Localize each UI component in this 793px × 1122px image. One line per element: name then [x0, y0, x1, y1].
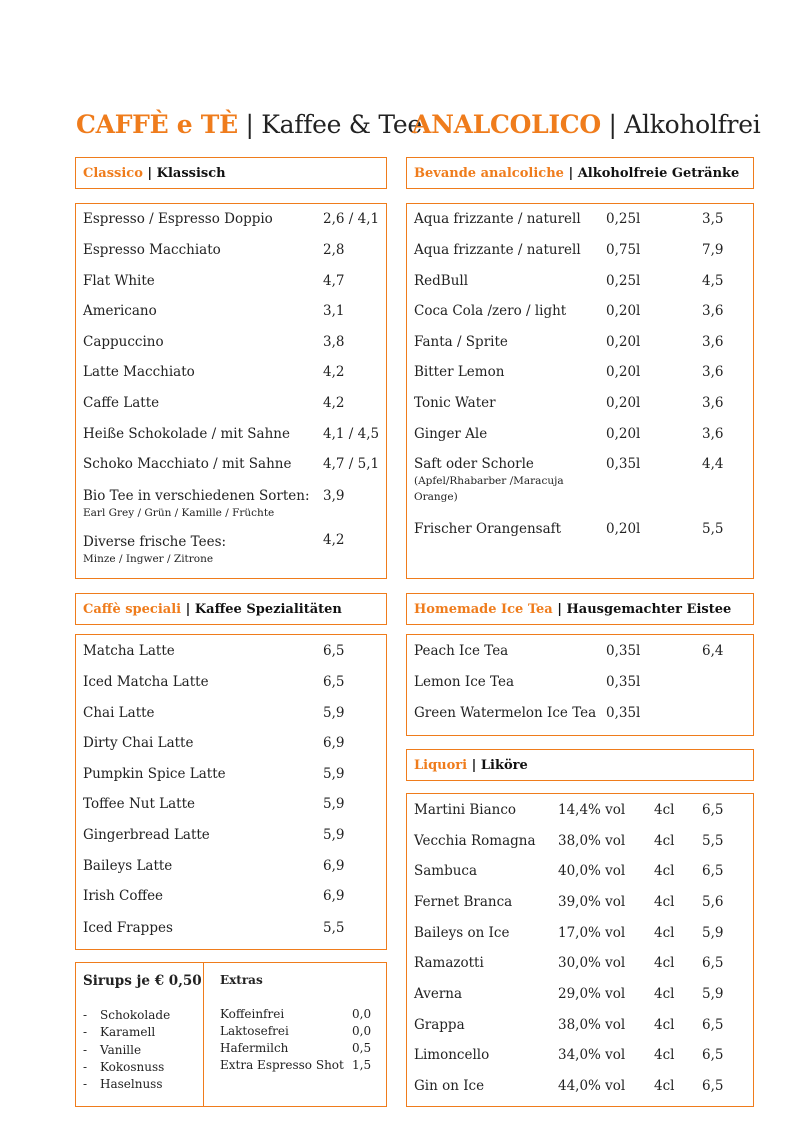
classico-header-separator: | — [147, 166, 153, 181]
item-subtext: (Apfel/Rhabarber /Maracuja — [414, 475, 564, 487]
item-name: Ramazotti — [414, 955, 484, 971]
bevande-list — [406, 203, 754, 579]
item-name: Grappa — [414, 1017, 465, 1033]
item-name: Green Watermelon Ice Tea — [414, 705, 597, 721]
item-cl: 4cl — [654, 802, 675, 818]
item-price: 5,9 — [323, 796, 345, 812]
item-name: Martini Bianco — [414, 802, 517, 818]
item-price: 3,6 — [702, 395, 724, 411]
item-vol: 14,4% vol — [558, 802, 626, 818]
item-price: 6,4 — [702, 643, 724, 659]
item-name: Gingerbread Latte — [83, 827, 210, 843]
item-name: Baileys Latte — [83, 858, 173, 874]
extras-item-name: Laktosefrei — [220, 1024, 289, 1038]
item-price: 6,5 — [323, 674, 345, 690]
item-name: Ginger Ale — [414, 426, 488, 442]
speciali-header-separator: | — [185, 602, 191, 617]
item-size: 0,75l — [606, 242, 641, 258]
item-price: 6,9 — [323, 888, 345, 904]
icetea-header-separator: | — [557, 602, 562, 617]
item-name: Gin on Ice — [414, 1078, 485, 1094]
item-name: Aqua frizzante / naturell — [414, 211, 581, 227]
icetea-header — [406, 593, 754, 625]
item-price: 6,5 — [702, 802, 724, 818]
classico-header-italian: Classico — [83, 166, 143, 181]
item-size: 0,35l — [606, 705, 641, 721]
item-price: 6,5 — [323, 643, 345, 659]
item-price: 4,7 — [323, 273, 345, 289]
extras-item-price: 0,0 — [352, 1024, 372, 1038]
item-cl: 4cl — [654, 894, 675, 910]
speciali-header — [75, 593, 387, 625]
item-name: Caffe Latte — [83, 395, 160, 411]
item-price: 4,2 — [323, 364, 345, 380]
item-name: Limoncello — [414, 1047, 490, 1063]
item-name: Cappuccino — [83, 334, 164, 350]
item-price: 7,9 — [702, 242, 724, 258]
item-price: 4,5 — [702, 273, 724, 289]
item-name: Iced Frappes — [83, 920, 173, 936]
list-item: Kokosnuss — [100, 1060, 165, 1074]
item-vol: 30,0% vol — [558, 955, 626, 971]
item-size: 0,20l — [606, 364, 641, 380]
liquori-header-italian: Liquori — [414, 758, 468, 773]
right-heading — [412, 110, 760, 139]
item-price: 4,2 — [323, 395, 345, 411]
item-name: Frischer Orangensaft — [414, 521, 562, 537]
item-cl: 4cl — [654, 1047, 675, 1063]
item-vol: 44,0% vol — [558, 1078, 626, 1094]
sirups-extras-box — [75, 962, 387, 1107]
bevande-header — [406, 157, 754, 189]
left-heading-separator: | — [245, 110, 254, 139]
item-name: Saft oder Schorle — [414, 456, 534, 472]
sirup-dash: - — [83, 1043, 88, 1057]
item-price: 6,5 — [702, 1017, 724, 1033]
left-heading-german: Kaffee & Tee — [261, 110, 422, 139]
item-price: 5,5 — [323, 920, 345, 936]
item-name: Vecchia Romagna — [414, 833, 536, 849]
right-heading-italian: ANALCOLICO — [412, 110, 601, 139]
speciali-header-german: Kaffee Spezialitäten — [194, 602, 342, 617]
classico-header — [75, 157, 387, 189]
item-price: 6,9 — [323, 735, 345, 751]
bevande-header-italian: Bevande analcoliche — [414, 166, 564, 181]
item-name: Peach Ice Tea — [414, 643, 509, 659]
liquori-header-separator: | — [471, 758, 477, 773]
item-vol: 38,0% vol — [558, 833, 626, 849]
item-vol: 38,0% vol — [558, 1017, 626, 1033]
icetea-header-german: Hausgemachter Eistee — [566, 602, 732, 617]
item-cl: 4cl — [654, 1017, 675, 1033]
item-name: Lemon Ice Tea — [414, 674, 515, 690]
item-price: 5,6 — [702, 894, 724, 910]
item-vol: 40,0% vol — [558, 863, 626, 879]
icetea-header-italian: Homemade Ice Tea — [414, 602, 553, 617]
item-name: Aqua frizzante / naturell — [414, 242, 581, 258]
liquori-header-german: Liköre — [480, 758, 528, 773]
sirup-dash: - — [83, 1060, 88, 1074]
item-name: Bio Tee in verschiedenen Sorten: — [83, 488, 310, 504]
item-cl: 4cl — [654, 955, 675, 971]
right-heading-german: Alkoholfrei — [624, 110, 761, 139]
item-price: 5,9 — [702, 986, 724, 1002]
item-name: Espresso Macchiato — [83, 242, 221, 258]
sirup-dash: - — [83, 1025, 88, 1039]
item-name: Coca Cola /zero / light — [414, 303, 567, 319]
item-cl: 4cl — [654, 1078, 675, 1094]
item-name: Fernet Branca — [414, 894, 513, 910]
extras-item-price: 0,0 — [352, 1007, 372, 1021]
sirup-dash: - — [83, 1077, 88, 1091]
item-price: 3,6 — [702, 426, 724, 442]
item-name: Matcha Latte — [83, 643, 175, 659]
item-size: 0,20l — [606, 334, 641, 350]
item-cl: 4cl — [654, 986, 675, 1002]
item-price: 6,9 — [323, 858, 345, 874]
sirup-dash: - — [83, 1008, 88, 1022]
extras-title: Extras — [220, 973, 263, 987]
sirups-title: Sirups je € 0,50 — [83, 973, 202, 989]
bevande-header-german: Alkoholfreie Getränke — [577, 166, 740, 181]
item-name: Schoko Macchiato / mit Sahne — [83, 456, 292, 472]
item-cl: 4cl — [654, 863, 675, 879]
item-price: 5,5 — [702, 521, 724, 537]
item-name: Espresso / Espresso Doppio — [83, 211, 273, 227]
item-name: Averna — [414, 986, 463, 1002]
item-name: Toffee Nut Latte — [83, 796, 196, 812]
extras-item-price: 1,5 — [352, 1058, 372, 1072]
bevande-header-separator: | — [568, 166, 574, 181]
extras-item-name: Extra Espresso Shot — [220, 1058, 344, 1072]
item-price: 3,6 — [702, 303, 724, 319]
item-cl: 4cl — [654, 833, 675, 849]
item-name: Baileys on Ice — [414, 925, 510, 941]
item-price: 5,5 — [702, 833, 724, 849]
item-name: Heiße Schokolade / mit Sahne — [83, 426, 290, 442]
item-price: 5,9 — [323, 766, 345, 782]
list-item: Vanille — [100, 1043, 142, 1057]
item-size: 0,20l — [606, 521, 641, 537]
liquori-list — [406, 793, 754, 1107]
item-vol: 34,0% vol — [558, 1047, 626, 1063]
left-heading — [76, 110, 422, 139]
item-subtext: Orange) — [414, 491, 458, 503]
item-price: 6,5 — [702, 955, 724, 971]
list-item: Schokolade — [100, 1008, 171, 1022]
item-price: 3,6 — [702, 334, 724, 350]
item-size: 0,20l — [606, 395, 641, 411]
speciali-list — [75, 634, 387, 950]
item-vol: 29,0% vol — [558, 986, 626, 1002]
item-subtext: Minze / Ingwer / Zitrone — [83, 553, 214, 565]
item-price: 6,5 — [702, 1047, 724, 1063]
item-price: 3,1 — [323, 303, 345, 319]
icetea-list — [406, 634, 754, 736]
item-cl: 4cl — [654, 925, 675, 941]
item-size: 0,25l — [606, 273, 641, 289]
item-name: Iced Matcha Latte — [83, 674, 209, 690]
item-name: Fanta / Sprite — [414, 334, 508, 350]
extras-item-name: Hafermilch — [220, 1041, 289, 1055]
item-subtext: Earl Grey / Grün / Kamille / Früchte — [83, 507, 275, 519]
item-price: 3,5 — [702, 211, 724, 227]
item-name: Chai Latte — [83, 705, 155, 721]
item-price: 4,4 — [702, 456, 724, 472]
item-name: Latte Macchiato — [83, 364, 195, 380]
item-size: 0,25l — [606, 211, 641, 227]
speciali-header-italian: Caffè speciali — [83, 602, 182, 617]
item-price: 3,8 — [323, 334, 345, 350]
extras-item-name: Koffeinfrei — [220, 1007, 285, 1021]
item-size: 0,20l — [606, 303, 641, 319]
item-price: 3,9 — [323, 488, 345, 504]
item-vol: 17,0% vol — [558, 925, 626, 941]
item-size: 0,35l — [606, 643, 641, 659]
item-name: Pumpkin Spice Latte — [83, 766, 226, 782]
item-size: 0,35l — [606, 674, 641, 690]
item-size: 0,20l — [606, 426, 641, 442]
item-name: Irish Coffee — [83, 888, 164, 904]
classico-header-german: Klassisch — [156, 166, 226, 181]
item-name: Dirty Chai Latte — [83, 735, 194, 751]
item-name: Sambuca — [414, 863, 478, 879]
item-price: 5,9 — [323, 827, 345, 843]
item-name: Americano — [83, 303, 157, 319]
item-price: 5,9 — [702, 925, 724, 941]
item-name: Bitter Lemon — [414, 364, 505, 380]
right-heading-separator: | — [608, 110, 617, 139]
liquori-header — [406, 749, 754, 781]
extras-item-price: 0,5 — [352, 1041, 372, 1055]
item-price: 3,6 — [702, 364, 724, 380]
item-price: 2,6 / 4,1 — [323, 211, 380, 227]
item-name: Tonic Water — [414, 395, 496, 411]
item-price: 5,9 — [323, 705, 345, 721]
item-price: 2,8 — [323, 242, 345, 258]
column-divider — [203, 963, 204, 1106]
list-item: Haselnuss — [100, 1077, 163, 1091]
item-name: Flat White — [83, 273, 155, 289]
item-name: Diverse frische Tees: — [83, 534, 227, 550]
item-size: 0,35l — [606, 456, 641, 472]
item-price: 6,5 — [702, 1078, 724, 1094]
item-name: RedBull — [414, 273, 469, 289]
item-vol: 39,0% vol — [558, 894, 626, 910]
left-heading-italian: CAFFÈ e TÈ — [76, 110, 238, 139]
list-item: Karamell — [100, 1025, 156, 1039]
item-price: 4,1 / 4,5 — [323, 426, 380, 442]
item-price: 6,5 — [702, 863, 724, 879]
item-price: 4,2 — [323, 532, 345, 548]
item-price: 4,7 / 5,1 — [323, 456, 380, 472]
classico-list — [75, 203, 387, 579]
